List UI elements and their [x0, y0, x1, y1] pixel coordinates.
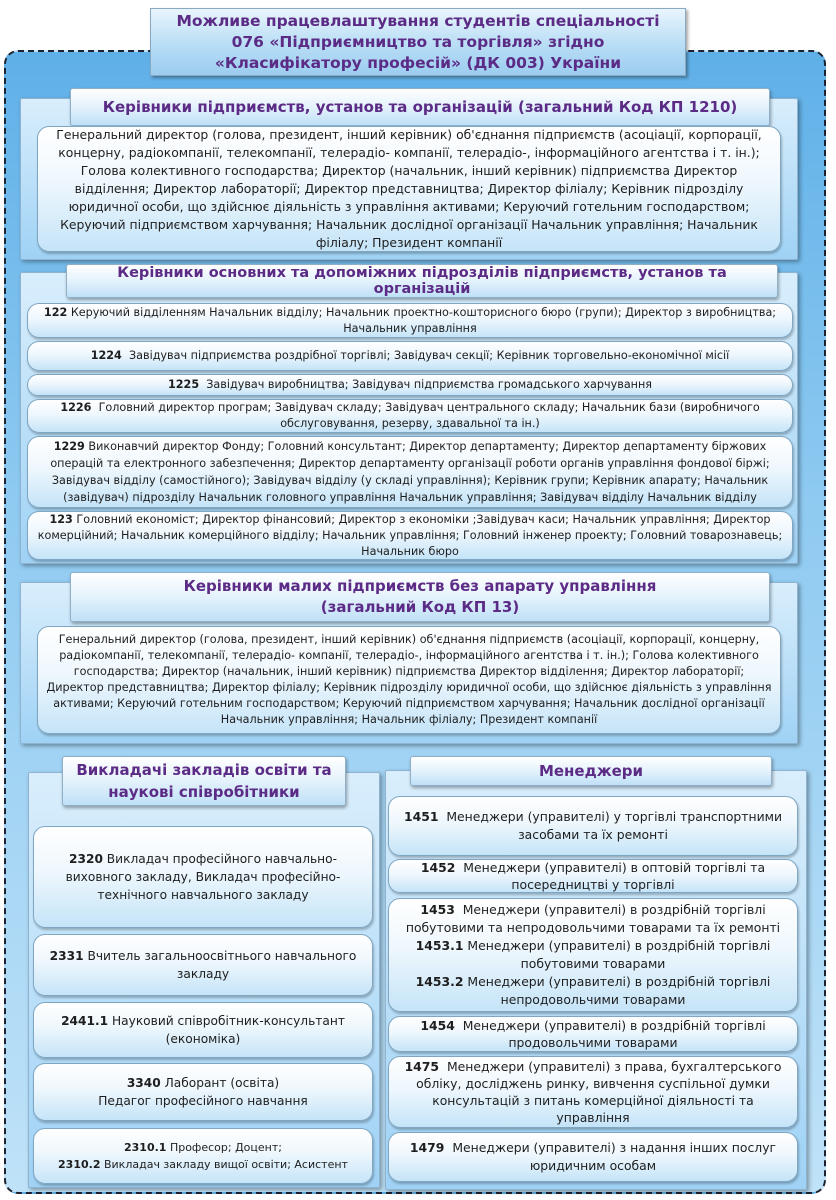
heading-line-2: наукові співробітники	[108, 783, 300, 801]
item-code-3: 1453.2	[415, 974, 464, 989]
item-text: Виконавчий директор Фонду; Головний консультант; Директор департаменту; Директор департаменту біржових операцій та електронного забезпечення; Директор департаменту організації роботи органів управління фондової біржі; Завідувач відділу (самостійного); Завідувач відділу (у складі управління); Керівник групи; Керівник апарату; Начальник (завідувач) підрозділу Начальник головного управління Начальник управління; Завідувач відділу Начальник відділу	[50, 440, 770, 504]
item-code: 123	[49, 512, 73, 526]
item-code: 1229	[53, 440, 85, 453]
list-item	[27, 399, 793, 433]
item-code: 1479	[409, 1140, 445, 1155]
item-text-2: Викладач закладу вищої освіти; Асистент	[103, 1158, 348, 1171]
section-managers-1210-text: Генеральний директор (голова, президент, інший керівник) об'єднання підприємств (асоціації, корпорації, концерну, радіокомпанії, телекомпанії, телерадіо- компанії, телерадіо-, інформаційного агентства і т. ін.); Голова колективного господарства; Директор (начальник, інший керівник) підприємства Директор відділення; Директор лабораторії; Директор представництва; Директор філіалу; Керівник підрозділу юридичної особи, що здійснює діяльність з управління активами; Керуючий готельним господарством; Керуючий підприємством харчування; Начальник дослідної організації Начальник управління; Начальник філіалу; Президент компанії	[37, 126, 781, 252]
item-text: Викладач професійного навчально-виховного закладу, Викладач професійно-технічного навчального закладу	[65, 852, 341, 902]
heading-line-1: Керівники малих підприємств без апарату управління	[183, 577, 657, 595]
item-text: Менеджери (управителі) з надання інших послуг юридичним особам	[452, 1140, 777, 1173]
list-item	[388, 898, 798, 1012]
item-text-2: Менеджери (управителі) в роздрібній торгівлі побутовими товарами	[467, 938, 771, 971]
title-line-3: «Класифікатору професій» (ДК 003) України	[214, 53, 622, 72]
list-item	[388, 1132, 798, 1182]
item-code: 1225	[167, 378, 200, 391]
item-code: 1454	[420, 1018, 455, 1033]
list-item	[388, 1016, 798, 1052]
item-code: 2320	[69, 852, 103, 866]
item-text: Науковий співробітник-консультант (економіка)	[111, 1014, 345, 1046]
list-item	[33, 1063, 373, 1121]
item-code: 122	[43, 305, 68, 319]
list-item	[388, 859, 798, 893]
item-text: Головний економіст; Директор фінансовий; Директор з економіки ;Завідувач каси; Начальник управління; Директор комерційний; Начальник комерційного відділу; Начальник управління; Головний інженер проекту; Головний товарознавець; Начальник бюро	[37, 512, 783, 558]
item-text: Вчитель загальноосвітнього навчального закладу	[87, 949, 357, 981]
item-text: Завідувач підприємства роздрібної торгівлі; Завідувач секції; Керівник торговельно-економічної місії	[128, 349, 730, 362]
heading-line-2: (загальний Код КП 13)	[320, 598, 520, 616]
item-code-2: 2310.2	[58, 1158, 101, 1171]
list-item	[33, 934, 373, 996]
section-department-heads-heading: Керівники основних та допоміжних підрозділів підприємств, установ та організацій	[66, 264, 778, 298]
section-small-business-heading	[70, 572, 770, 622]
list-item	[388, 796, 798, 856]
item-code: 1453	[420, 902, 455, 917]
item-text: Менеджери (управителі) в роздрібній торгівлі побутовими та непродовольчими товарами та їх ремонті	[405, 902, 781, 935]
item-text-3: Менеджери (управителі) в роздрібній торгівлі непродовольчими товарами	[467, 974, 771, 1007]
item-code: 1475	[404, 1059, 440, 1074]
list-item	[33, 826, 373, 928]
item-text: Завідувач виробництва; Завідувач підприємства громадського харчування	[206, 378, 653, 391]
item-text-2: Педагог професійного навчання	[98, 1094, 308, 1108]
item-text: Керуючий відділенням Начальник відділу; Начальник проектно-кошторисного бюро (групи); Директор з виробництва; Начальник управління	[70, 305, 777, 335]
item-text: Менеджери (управителі) з права, бухгалтерського обліку, досліджень ринку, вивчення суспільної думки консультацій з питань комерційної діяльності та управління	[416, 1059, 782, 1125]
list-item	[33, 1002, 373, 1058]
title-line-2: 076 «Підприємництво та торгівля» згідно	[231, 32, 605, 51]
item-text: Лаборант (освіта)	[164, 1076, 280, 1090]
section-managers-heading: Менеджери	[410, 756, 772, 786]
item-code: 1451	[403, 809, 439, 824]
section-small-business-text: Генеральний директор (голова, президент, інший керівник) об'єднання підприємств (асоціації, корпорації, концерну, радіокомпанії, телекомпанії, телерадіо- компанії, телерадіо-, інформаційного агентства і т. ін.); Голова колективного господарства; Директор (начальник, інший керівник) підприємства Директор відділення; Директор лабораторії; Директор представництва; Директор філіалу; Керівник підрозділу юридичної особи, що здійснює діяльність з управління активами; Керуючий готельним господарством; Керуючий підприємством харчування; Начальник дослідної організації Начальник управління; Начальник філіалу; Президент компанії	[37, 626, 781, 734]
item-code: 1224	[90, 349, 122, 362]
page-title	[150, 8, 686, 76]
list-item	[27, 511, 793, 560]
list-item	[27, 341, 793, 371]
section-heading-text: Керівники підприємств, установ та організацій (загальний Код КП 1210)	[102, 98, 738, 116]
item-text: Менеджери (управителі) у торгівлі транспортними засобами та їх ремонті	[446, 809, 783, 842]
list-item	[27, 374, 793, 396]
item-code: 1452	[420, 860, 456, 875]
list-item	[388, 1056, 798, 1128]
heading-line-1: Викладачі закладів освіти та	[76, 761, 332, 779]
item-code: 2441.1	[61, 1014, 109, 1028]
item-text: Менеджери (управителі) в оптовій торгівлі та посередництві у торгівлі	[463, 860, 766, 892]
list-item	[33, 1128, 373, 1184]
item-code: 2310.1	[124, 1141, 167, 1154]
list-item	[27, 303, 793, 338]
list-item	[27, 436, 793, 508]
item-text: Професор; Доцент;	[169, 1141, 282, 1154]
section-managers-1210-heading	[70, 88, 770, 126]
item-code-2: 1453.1	[415, 938, 464, 953]
section-teachers-heading	[62, 756, 346, 806]
title-line-1: Можливе працевлаштування студентів спеціальності	[176, 11, 660, 30]
item-text: Менеджери (управителі) в роздрібній торгівлі продовольчими товарами	[462, 1018, 766, 1050]
item-code: 3340	[126, 1076, 161, 1090]
item-code: 2331	[49, 949, 84, 963]
item-code: 1226	[60, 401, 92, 414]
item-text: Головний директор програм; Завідувач складу; Завідувач центрального складу; Начальник бази (виробничого обслуговування, резерву, здавальної та ін.)	[98, 401, 760, 430]
